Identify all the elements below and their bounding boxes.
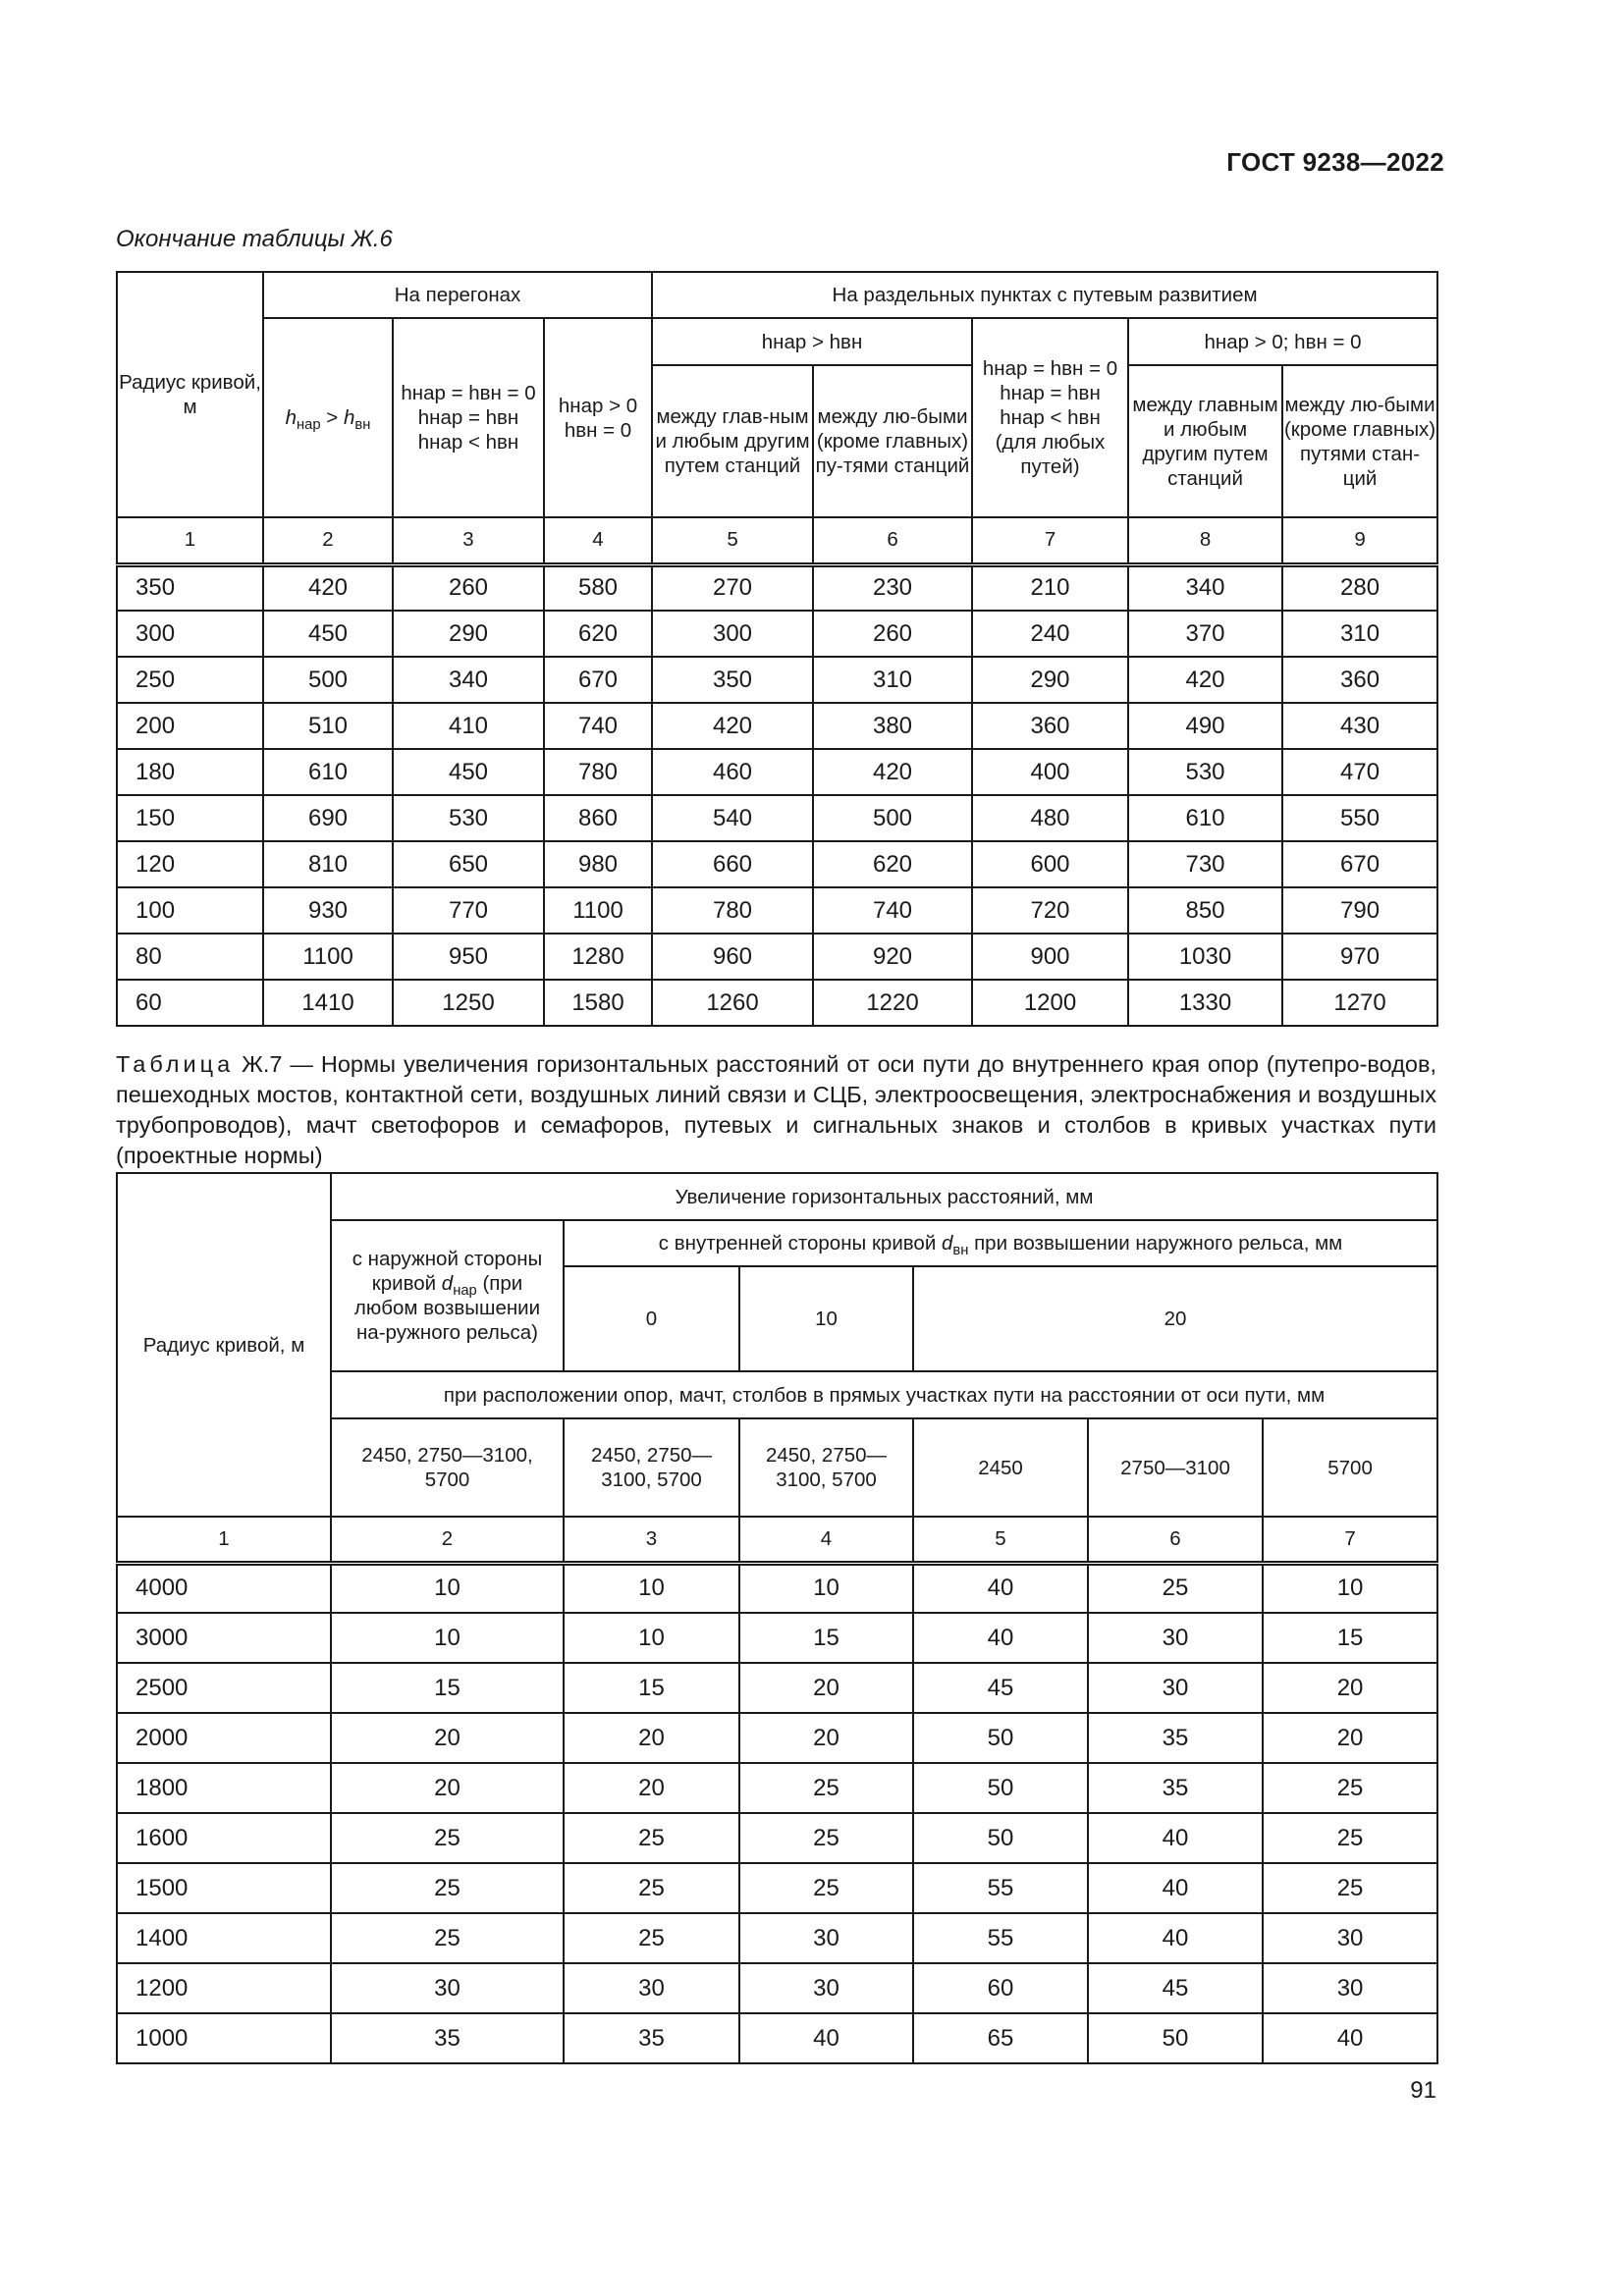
cell-value: 310 [813,657,972,703]
cell-value: 10 [739,1563,913,1613]
cell-value: 290 [393,611,544,657]
table-row [117,611,1437,657]
cell-value: 20 [564,1763,739,1813]
header-distance-col5: 2450 [913,1418,1088,1517]
cell-value: 780 [544,749,652,795]
cell-radius: 2500 [117,1663,331,1713]
cell-value: 15 [1263,1613,1437,1663]
cell-value: 790 [1282,887,1437,934]
cell-radius: 200 [117,703,263,749]
header-distance-col6: 2750—3100 [1088,1418,1263,1517]
column-numbers-row: 1 2 3 4 5 6 7 [117,1517,1437,1563]
cell-value: 20 [1263,1713,1437,1763]
cell-value: 20 [739,1663,913,1713]
table-row [117,1813,1437,1863]
cell-value: 980 [544,841,652,887]
cell-value: 25 [331,1913,564,1963]
table-row [117,1563,1437,1613]
cell-value: 530 [1128,749,1282,795]
cell-radius: 1800 [117,1763,331,1813]
header-distance-col3: 2450, 2750—3100, 5700 [564,1418,739,1517]
cell-value: 60 [913,1963,1088,2013]
cell-value: 20 [739,1713,913,1763]
cell-value: 300 [652,611,813,657]
cell-value: 660 [652,841,813,887]
cell-value: 1030 [1128,934,1282,980]
header-col4: hнар > 0 hвн = 0 [544,318,652,517]
header-distance-col7: 5700 [1263,1418,1437,1517]
table-row [117,2013,1437,2063]
cell-radius: 1000 [117,2013,331,2063]
cell-value: 970 [1282,934,1437,980]
cell-value: 1260 [652,980,813,1026]
header-placement: при расположении опор, мачт, столбов в прямых участках пути на расстоянии от оси пути, мм [331,1371,1437,1418]
cell-value: 960 [652,934,813,980]
cell-radius: 350 [117,564,263,611]
cell-value: 25 [1263,1863,1437,1913]
cell-value: 280 [1282,564,1437,611]
cell-value: 850 [1128,887,1282,934]
cell-value: 25 [331,1863,564,1913]
cell-value: 25 [564,1813,739,1863]
header-increase: Увеличение горизонтальных расстояний, мм [331,1173,1437,1220]
cell-value: 1100 [544,887,652,934]
cell-value: 1580 [544,980,652,1026]
table-row [117,564,1437,611]
cell-value: 40 [739,2013,913,2063]
header-col9: между лю-быми (кроме главных) путями стан-ций [1282,365,1437,517]
table7-caption: Таблица Ж.7 — Нормы увеличения горизонтальных расстояний от оси пути до внутреннего края опор (путепро-водов, пешеходных мостов, контактной сети, воздушных линий связи и СЦБ, электроосвещения, электроснабжения и воздушных трубопроводов), мачт светофоров и семафоров, путевых и сигнальных знаков и столбов в кривых участках пути (проектные нормы) [116,1051,1436,1168]
cell-value: 10 [564,1563,739,1613]
column-numbers-row: 1 2 3 4 5 6 7 8 9 [117,517,1437,564]
cell-radius: 150 [117,795,263,841]
cell-value: 10 [564,1613,739,1663]
header-col3: hнар = hвн = 0 hнар = hвн hнар < hвн [393,318,544,517]
cell-radius: 180 [117,749,263,795]
cell-radius: 1600 [117,1813,331,1863]
cell-value: 30 [1088,1663,1263,1713]
cell-value: 40 [1088,1913,1263,1963]
cell-value: 650 [393,841,544,887]
header-col8: между главным и любым другим путем станций [1128,365,1282,517]
cell-radius: 2000 [117,1713,331,1763]
cell-value: 30 [1263,1913,1437,1963]
cell-value: 720 [972,887,1128,934]
cell-value: 1200 [972,980,1128,1026]
header-col6: между лю-быми (кроме главных) пу-тями станций [813,365,972,517]
cell-value: 430 [1282,703,1437,749]
cell-value: 490 [1128,703,1282,749]
table-row [117,749,1437,795]
cell-value: 20 [331,1763,564,1813]
cell-value: 610 [1128,795,1282,841]
cell-value: 930 [263,887,393,934]
cell-value: 450 [263,611,393,657]
cell-value: 35 [1088,1763,1263,1813]
cell-value: 860 [544,795,652,841]
table-row [117,841,1437,887]
cell-value: 310 [1282,611,1437,657]
cell-value: 25 [739,1813,913,1863]
cell-value: 500 [813,795,972,841]
table-row [117,1613,1437,1663]
cell-value: 620 [544,611,652,657]
table-row [117,1863,1437,1913]
cell-value: 470 [1282,749,1437,795]
cell-value: 25 [331,1813,564,1863]
cell-value: 50 [913,1763,1088,1813]
table-row [117,703,1437,749]
cell-radius: 100 [117,887,263,934]
header-outer-side: с наружной стороны кривой $d_{нар}$ (при любом возвышении на-ружного рельса) [331,1220,564,1371]
cell-value: 25 [739,1763,913,1813]
cell-value: 40 [1088,1863,1263,1913]
cell-value: 10 [1263,1563,1437,1613]
cell-value: 420 [1128,657,1282,703]
table-row [117,934,1437,980]
cell-value: 550 [1282,795,1437,841]
cell-value: 15 [564,1663,739,1713]
header-radius: Радиус кривой, м [117,1173,331,1517]
cell-value: 730 [1128,841,1282,887]
cell-value: 30 [739,1963,913,2013]
cell-value: 920 [813,934,972,980]
cell-value: 20 [564,1713,739,1763]
cell-value: 610 [263,749,393,795]
header-elevation-0: 0 [564,1266,739,1371]
cell-value: 240 [972,611,1128,657]
cell-value: 30 [1088,1613,1263,1663]
cell-value: 510 [263,703,393,749]
cell-value: 25 [1263,1763,1437,1813]
cell-value: 25 [564,1913,739,1963]
cell-value: 1100 [263,934,393,980]
cell-value: 1270 [1282,980,1437,1026]
cell-value: 360 [972,703,1128,749]
cell-value: 45 [913,1663,1088,1713]
cell-value: 15 [739,1613,913,1663]
cell-value: 25 [1088,1563,1263,1613]
cell-value: 40 [1088,1813,1263,1863]
header-col5: между глав-ным и любым другим путем станций [652,365,813,517]
cell-value: 30 [331,1963,564,2013]
cell-value: 35 [564,2013,739,2063]
cell-value: 10 [331,1563,564,1613]
cell-value: 950 [393,934,544,980]
cell-value: 35 [1088,1713,1263,1763]
cell-value: 1250 [393,980,544,1026]
document-header-gost-id: ГОСТ 9238—2022 [1226,147,1444,177]
cell-value: 10 [331,1613,564,1663]
header-distance-col4: 2450, 2750—3100, 5700 [739,1418,913,1517]
cell-value: 270 [652,564,813,611]
cell-value: 30 [739,1913,913,1963]
cell-radius: 1200 [117,1963,331,2013]
cell-value: 450 [393,749,544,795]
cell-value: 350 [652,657,813,703]
cell-value: 580 [544,564,652,611]
cell-value: 340 [1128,564,1282,611]
cell-value: 30 [1263,1963,1437,2013]
cell-value: 460 [652,749,813,795]
cell-radius: 250 [117,657,263,703]
cell-value: 360 [1282,657,1437,703]
cell-radius: 300 [117,611,263,657]
table-row [117,1913,1437,1963]
cell-value: 35 [331,2013,564,2063]
header-radius: Радиус кривой, м [117,272,263,517]
cell-value: 20 [1263,1663,1437,1713]
table-row [117,795,1437,841]
cell-value: 260 [813,611,972,657]
cell-radius: 120 [117,841,263,887]
table-zh7 [116,1172,1438,2064]
cell-value: 420 [263,564,393,611]
cell-radius: 80 [117,934,263,980]
cell-radius: 1400 [117,1913,331,1963]
cell-value: 770 [393,887,544,934]
cell-value: 55 [913,1913,1088,1963]
cell-value: 25 [1263,1813,1437,1863]
cell-radius: 4000 [117,1563,331,1613]
cell-value: 530 [393,795,544,841]
table-row [117,657,1437,703]
header-group-peregon: На перегонах [263,272,652,318]
header-col2: $h_{нар} > h_{вн}$ [263,318,393,517]
header-group-stations: На раздельных пунктах с путевым развитием [652,272,1437,318]
cell-value: 1410 [263,980,393,1026]
cell-value: 690 [263,795,393,841]
cell-value: 340 [393,657,544,703]
header-distance-col2: 2450, 2750—3100, 5700 [331,1418,564,1517]
cell-value: 410 [393,703,544,749]
cell-value: 20 [331,1713,564,1763]
cell-value: 1280 [544,934,652,980]
cell-value: 55 [913,1863,1088,1913]
cell-value: 1220 [813,980,972,1026]
header-subgroup-gt: hнар > hвн [652,318,972,365]
cell-value: 45 [1088,1963,1263,2013]
cell-value: 25 [564,1863,739,1913]
cell-value: 1330 [1128,980,1282,1026]
cell-value: 540 [652,795,813,841]
cell-value: 290 [972,657,1128,703]
table6-continuation-caption: Окончание таблицы Ж.6 [116,226,393,252]
cell-value: 260 [393,564,544,611]
table-row [117,1713,1437,1763]
cell-value: 620 [813,841,972,887]
cell-value: 50 [913,1813,1088,1863]
page-number: 91 [1410,2077,1436,2104]
cell-value: 230 [813,564,972,611]
cell-value: 480 [972,795,1128,841]
cell-value: 600 [972,841,1128,887]
cell-value: 810 [263,841,393,887]
cell-value: 670 [1282,841,1437,887]
cell-value: 65 [913,2013,1088,2063]
cell-radius: 3000 [117,1613,331,1663]
cell-value: 740 [813,887,972,934]
table-row [117,1963,1437,2013]
cell-value: 420 [813,749,972,795]
table-row [117,1663,1437,1713]
cell-value: 900 [972,934,1128,980]
table-row [117,887,1437,934]
cell-value: 670 [544,657,652,703]
cell-value: 40 [1263,2013,1437,2063]
cell-value: 500 [263,657,393,703]
cell-value: 25 [739,1863,913,1913]
cell-value: 40 [913,1563,1088,1613]
cell-radius: 1500 [117,1863,331,1913]
table-zh6 [116,271,1438,1027]
cell-value: 50 [913,1713,1088,1763]
table-row [117,1763,1437,1813]
cell-value: 420 [652,703,813,749]
cell-value: 380 [813,703,972,749]
header-col7: hнар = hвн = 0 hнар = hвн hнар < hвн (для любых путей) [972,318,1128,517]
header-subgroup-zero: hнар > 0; hвн = 0 [1128,318,1437,365]
cell-value: 740 [544,703,652,749]
cell-radius: 60 [117,980,263,1026]
header-elevation-10: 10 [739,1266,913,1371]
header-elevation-20: 20 [913,1266,1437,1371]
cell-value: 50 [1088,2013,1263,2063]
cell-value: 400 [972,749,1128,795]
cell-value: 780 [652,887,813,934]
cell-value: 370 [1128,611,1282,657]
cell-value: 30 [564,1963,739,2013]
header-inner-side: с внутренней стороны кривой $d_{вн}$ при возвышении наружного рельса, мм [564,1220,1437,1266]
table-row [117,980,1437,1026]
cell-value: 210 [972,564,1128,611]
cell-value: 15 [331,1663,564,1713]
cell-value: 40 [913,1613,1088,1663]
